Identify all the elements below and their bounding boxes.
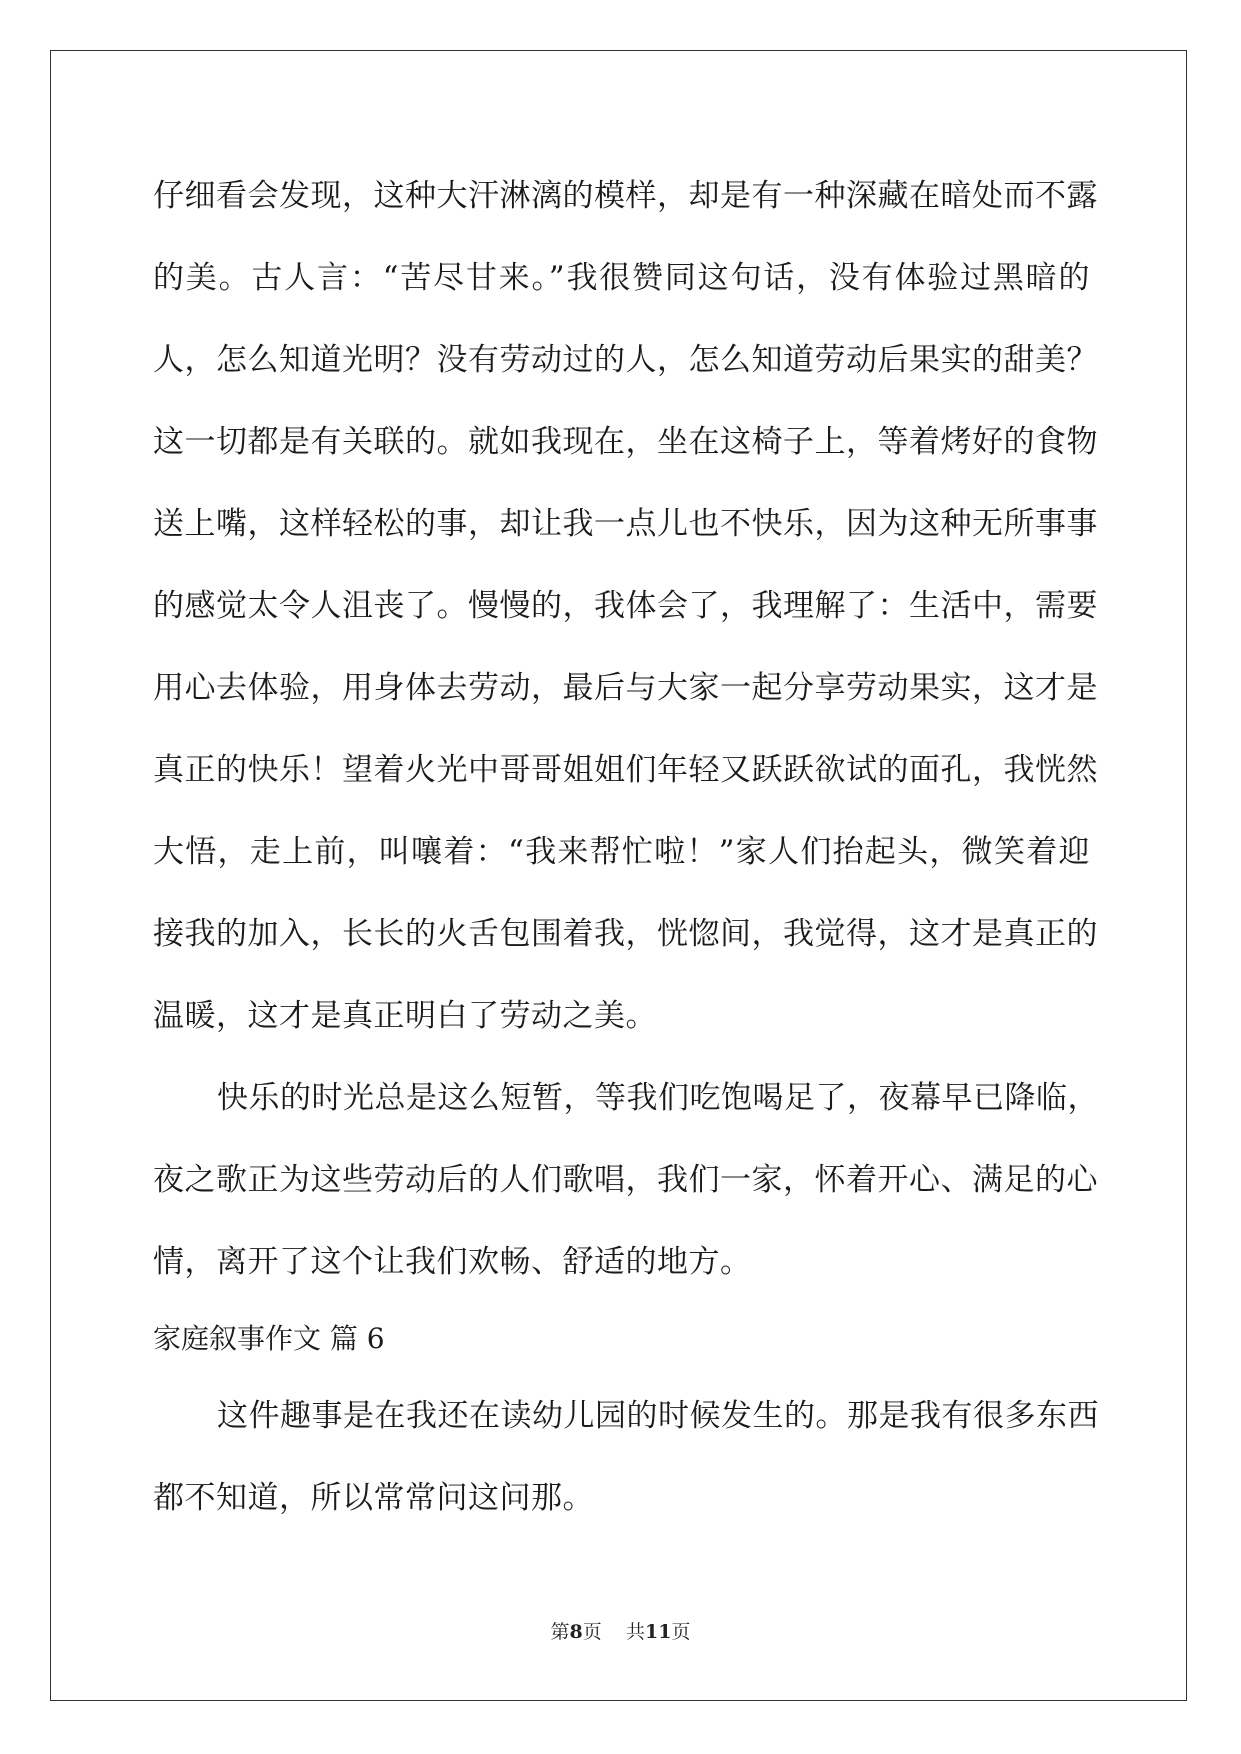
footer-prefix: 第	[550, 1621, 570, 1643]
document-body	[153, 155, 1099, 1539]
current-page-number: 8	[569, 1621, 583, 1643]
paragraph-line: 这一切都是有关联的。就如我现在，坐在这椅子上，等着烤好的食物	[153, 424, 1098, 460]
footer-page-suffix: 页	[582, 1621, 602, 1643]
paragraph-line: 夜之歌正为这些劳动后的人们歌唱，我们一家，怀着开心、满足的心	[153, 1162, 1098, 1198]
page-footer	[0, 1617, 1241, 1644]
footer-total-suffix: 页	[671, 1621, 691, 1643]
paragraph-line: 真正的快乐！望着火光中哥哥姐姐们年轻又跃跃欲试的面孔，我恍然	[153, 752, 1098, 788]
paragraph-line: 的感觉太令人沮丧了。慢慢的，我体会了，我理解了：生活中，需要	[153, 588, 1098, 624]
paragraph-line: 送上嘴，这样轻松的事，却让我一点儿也不快乐，因为这种无所事事	[153, 506, 1098, 542]
paragraph-line: 仔细看会发现，这种大汗淋漓的模样，却是有一种深藏在暗处而不露	[153, 178, 1098, 214]
footer-total-prefix: 共	[625, 1621, 645, 1643]
paragraph-line: 用心去体验，用身体去劳动，最后与大家一起分享劳动果实，这才是	[153, 670, 1098, 706]
paragraph-line: 这件趣事是在我还在读幼儿园的时候发生的。那是我有很多东西	[217, 1398, 1099, 1434]
paragraph-line: 情，离开了这个让我们欢畅、舒适的地方。	[153, 1244, 752, 1280]
paragraph-line: 人，怎么知道光明？没有劳动过的人，怎么知道劳动后果实的甜美？	[153, 342, 1098, 378]
paragraph-line: 的美。古人言：“苦尽甘来。”我很赞同这句话，没有体验过黑暗的	[153, 260, 1090, 296]
paragraph-line: 快乐的时光总是这么短暂，等我们吃饱喝足了，夜幕早已降临，	[217, 1080, 1099, 1116]
paragraph-line: 都不知道，所以常常问这问那。	[153, 1480, 594, 1516]
total-pages-number: 11	[644, 1621, 672, 1643]
paragraph-line: 温暖，这才是真正明白了劳动之美。	[153, 998, 657, 1034]
section-heading: 家庭叙事作文 篇 6	[153, 1322, 385, 1355]
paragraph-line: 接我的加入，长长的火舌包围着我，恍惚间，我觉得，这才是真正的	[153, 916, 1098, 952]
paragraph-line: 大悟，走上前，叫嚷着：“我来帮忙啦！”家人们抬起头，微笑着迎	[153, 834, 1090, 870]
